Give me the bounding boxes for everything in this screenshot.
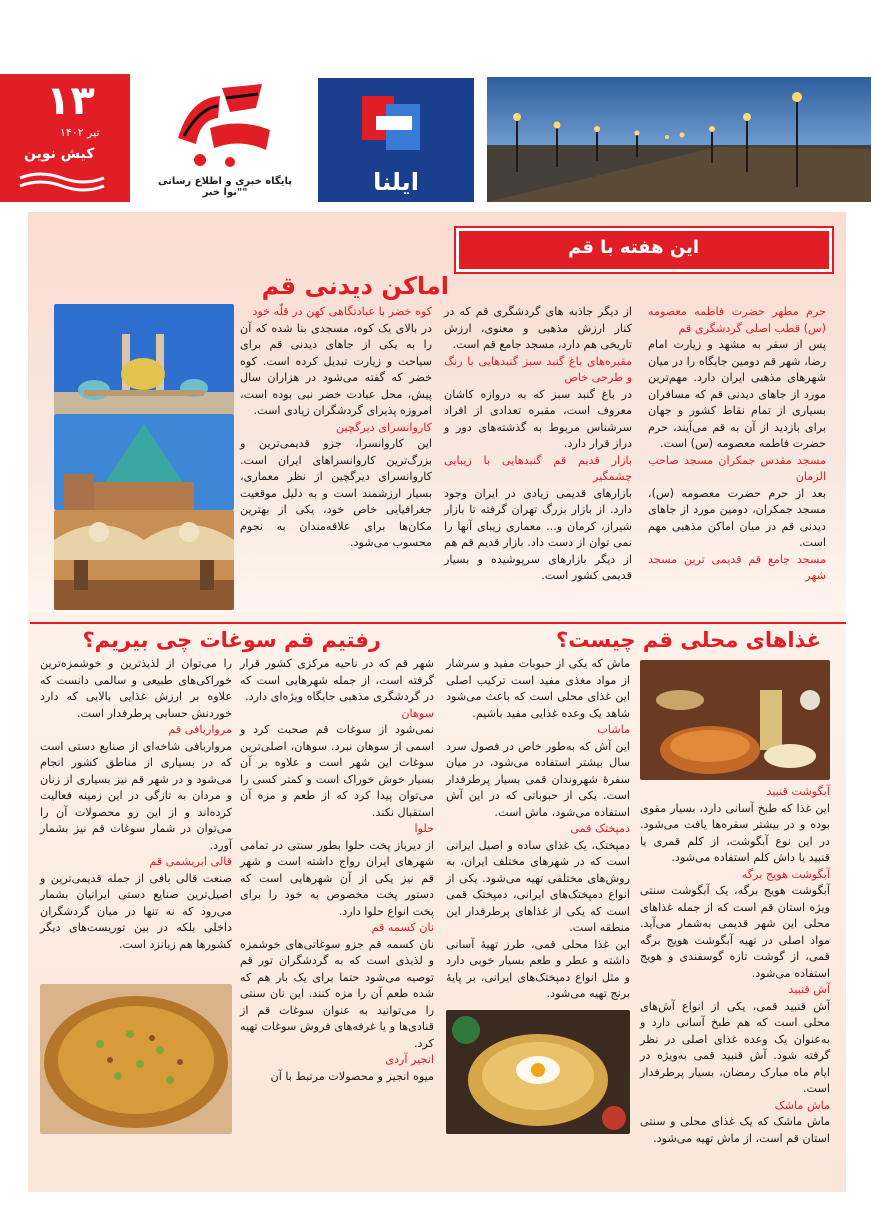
attractions-title: اماکن دیدنی قم — [261, 272, 449, 300]
shrine-photo — [54, 304, 234, 414]
brand-name: کیش نوین — [24, 146, 95, 162]
nava-tagline: پایگاه خبری و اطلاع رسانی "نوا خبر" — [157, 176, 293, 198]
brand-wave-icon — [18, 170, 106, 194]
subheading: کاروانسرای دیرگچین — [335, 420, 432, 434]
paragraph: در باغ گنبد سبز که به دروازه کاشان معروف است، مقبره تعدادی از افراد سرشناس مربوط به گذشته‌های دور و دراز قرار دارد. — [444, 387, 632, 450]
ilna-logo — [318, 78, 474, 202]
paragraph: میوه انجیر و محصولات مرتبط با آن — [270, 1069, 434, 1083]
paragraph: نمی‌شود از سوغات قم صحبت کرد و اسمی از سوهان نبرد. سوهان، اصلی‌ترین سوغات این شهر است و علاوه بر آن بسیار خوش خوراک است و کمتر کسی را می‌توان پیدا کرد که از طعم و مزه آن استقبال نکند. — [240, 723, 434, 819]
paragraph: بازارهای قدیمی زیادی در ایران وجود دارد. از بازار بزرگ تهران گرفته تا بازار شیراز، کرمان و... معماری زیبای آنها را نمی توان از دست داد. بازار قدیم قم هم از دیگر بازارهای سرپوشیده و بسیار قدیمی کشور است. — [444, 486, 632, 582]
subheading: مقبره‌های باغ گنبد سبز گنبدهایی با رنگ و طرحی خاص — [444, 354, 632, 384]
subheading: ماشاب — [597, 723, 630, 736]
sohan-photo — [40, 984, 232, 1134]
dampokhtak-photo — [446, 1010, 630, 1134]
subheading: آبگوشت هویج برگه — [741, 867, 830, 881]
nava-logo — [150, 78, 300, 198]
paragraph: در بالای یک کوه، مسجدی بنا شده که آن را به یکی از جاهای دیدنی قم برای سیاحت و زیارت تبدیل کرده است. کوه خضر که گفته می‌شود در هزاران سال پیش، محل عبادت خضر نبی بوده است، امروزه پذیرای گردشگران زیادی است. — [240, 321, 432, 417]
paragraph: این غذا محلی قمی، طرز تهیهٔ آسانی داشته و عطر و طعم بسیار خوبی دارد و مثل انواع دمپختک‌های ایرانی، بر پایهٔ برنج تهیه می‌شود. — [446, 937, 630, 1000]
paragraph: ماش ماشک که یک غذای محلی و سنتی استان قم است، از ماش تهیه می‌شود. — [640, 1115, 830, 1145]
ilna-logo-icon — [356, 90, 436, 156]
subheading: قالی ابریشمی قم — [149, 855, 232, 868]
old-bazaar-photo — [54, 510, 234, 610]
issue-date: تیر ۱۴۰۲ — [60, 126, 100, 139]
paragraph: نان کسمه قم جزو سوغاتی‌های خوشمزه و لذیذی است که به گردشگران تور قم توصیه می‌شود حتما برای یک بار هم که شده طعم آن را مزه کنند. این نان سنتی را می‌توانید به عنوان سوغات قم از قنادی‌ها و یا غرفه‌های فروش سوغات تهیه کرد. — [240, 937, 434, 1050]
souvenirs-column-left — [40, 656, 232, 953]
paragraph: این آش که به‌طور خاص در فصول سرد سال بیشتر استفاده می‌شود، در میان سفرهٔ شهروندان قمی بسیار پرطرفدار است. یکی از حبوباتی که در این آش استفاده می‌شود، ماش است. — [446, 739, 630, 819]
food-column-right — [640, 784, 830, 1147]
subheading: حلوا — [414, 822, 434, 835]
paragraph: را می‌توان از لذیذترین و خوشمزه‌ترین خوراکی‌های طبیعی و سالمی دانست که علاوه بر ارزش غذایی بالایی که دارد خوردنش حسابی پرطرفدار است. — [40, 657, 232, 720]
paragraph: مرواربافی شاخه‌ای از صنایع دستی است که در بسیاری از مناطق کشور انجام می‌شود و در شهر قم نیز بسیاری از زنان و مردان به تازگی در این زمینه فعالیت کرده‌اند و از این رو محصولات آن را می‌توان در شمار سوغات قم نیز بشمار آورد. — [40, 739, 232, 852]
paragraph: شهر قم که در ناحیه مرکزی کشور قرار گرفته است، از جمله شهرهایی است که در گردشگری مذهبی جایگاه ویژه‌ای دارد. — [240, 657, 434, 703]
paragraph: بعد از حرم حضرت معصومه (س)، مسجد جمکران، دومین مورد از جاهای دیدنی قم در میان اماکن مذهبی مهم است. — [648, 486, 826, 549]
food-column-left — [446, 656, 630, 1003]
paragraph: دمپختک، یک غذای ساده و اصیل ایرانی است که در شهرهای مختلف ایران، به روش‌های مختلفی تهیه می‌شود. یکی از انواع دمپختک‌های ایرانی، دمپختک قمی است که یکی از غذاهای پرطرفدار این منطقه است. — [446, 838, 630, 934]
subheading: مسجد مقدس جمکران مسجد صاحب الزمان — [648, 453, 826, 483]
paragraph: پس از سفر به مشهد و زیارت امام رضا، شهر قم دومین جایگاه را در میان شهرهای مذهبی ایران دارد. مهم‌ترین مورد از جاهای دیدنی قم که مسافران بسیاری از تمام نقاط کشور و جهان برای بازدید از آن به قم می‌آیند، حرم حضرت فاطمه معصومه (س) است. — [648, 338, 826, 450]
section-divider — [30, 622, 846, 624]
issue-badge — [0, 74, 130, 202]
subheading: آش قنبید — [788, 983, 830, 996]
paragraph: این غذا که طبخ آسانی دارد، بسیار مقوی بوده و در بیشتر سفره‌ها یافت می‌شود. در این نوع آبگوشت، از کلم قمری یا قنبید یا داش کلم استفاده می‌شود. — [640, 801, 830, 864]
subheading: نان کسمه قم — [371, 921, 434, 934]
subheading: بازار قدیم قم گنبدهایی با زیبایی چشمگیر — [444, 453, 632, 483]
attractions-column-middle — [444, 304, 632, 585]
subheading: ماش ماشک — [774, 1098, 830, 1112]
subheading: حرم مطهر حضرت فاطمه معصومه (س) قطب اصلی گردشگری قم — [648, 305, 826, 335]
issue-number: ۱۳ — [46, 78, 95, 124]
paragraph: صنعت قالی بافی از جمله قدیمی‌ترین و اصیل‌ترین صنایع دستی ایرانیان بشمار می‌رود که نه تنها در میان گردشگران داخلی بلکه در بین توریست‌های دیگر کشورها هم زبانزد است. — [40, 871, 232, 951]
paragraph: از دیگر جاذبه های گردشگری قم که در کنار ارزش مذهبی و معنوی، ارزش تاریخی هم دارد، مسجد جامع قم است. — [444, 305, 632, 351]
paragraph: آش قنبید قمی، یکی از انواع آش‌های محلی است که هم طبخ آسانی دارد و به‌عنوان یک وعده غذای اصلی در نظر گرفته شود. آش قنبید قمی به‌ویژه در ایام ماه مبارک رمضان، بسیار پرطرفدار است. — [640, 999, 830, 1095]
pier-night-photo — [487, 77, 871, 202]
paragraph: آبگوشت هویج برگه، یک آبگوشت سنتی ویژه استان قم است که از جمله غذاهای محلی این شهر قدیمی به‌شمار می‌آید. مواد اصلی در تهیه آبگوشت هویج برگه قمی، از گوشت تازه گوسفندی و هویج استفاده می‌شود. — [640, 884, 830, 980]
abgoosht-photo — [640, 660, 830, 780]
souvenirs-title: رفتیم قم سوغات چی بیریم؟ — [82, 628, 381, 652]
green-dome-tomb-photo — [54, 414, 234, 510]
subheading: مرواربافی قم — [168, 723, 232, 736]
ilna-name: ایلنا — [373, 168, 419, 196]
subheading: انجیر آردی — [385, 1053, 434, 1066]
subheading: دمپختک قمی — [570, 822, 630, 835]
subheading: مسجد جامع قم قدیمی ترین مسجد شهر — [648, 552, 826, 582]
subheading: کوه خضر با عبادتگاهی کهن در قلّه خود — [252, 305, 432, 318]
attractions-column-left — [240, 304, 432, 552]
section-banner — [456, 228, 832, 272]
paragraph: از دیرباز پخت حلوا بطور سنتی در تمامی شهرهای ایران رواج داشته است و شهر قم نیز یکی از آن شهرهایی است که دستور پخت مخصوص به خود را برای پخت انواع حلوا دارد. — [240, 838, 434, 918]
banner-title: این هفته با قم — [567, 237, 699, 258]
subheading: سوهان — [401, 706, 434, 720]
paragraph: ماش که یکی از حبوبات مفید و سرشار از مواد مغذی مفید است ترکیب اصلی این غذای محلی است که باعث می‌شود شاهد یک وعده غذایی مفید باشیم. — [446, 657, 630, 720]
subheading: آبگوشت قنبید — [766, 785, 830, 798]
paragraph: این کاروانسرا، جزو قدیمی‌ترین و بزرگ‌ترین کاروانسراهای ایران است. کاروانسرای دیرگچین از نظر معماری، بسیار ارزشمند است و به دلیل موقعیت جغرافیایی خاص خود، یکی از بهترین مکان‌ها برای علاقه‌مندان به نجوم محسوب می‌شود. — [240, 437, 432, 549]
food-title: غذاهای محلی قم چیست؟ — [556, 628, 821, 652]
souvenirs-column-right — [240, 656, 434, 1085]
nava-logo-icon — [170, 78, 280, 173]
attractions-column-right — [648, 304, 826, 585]
